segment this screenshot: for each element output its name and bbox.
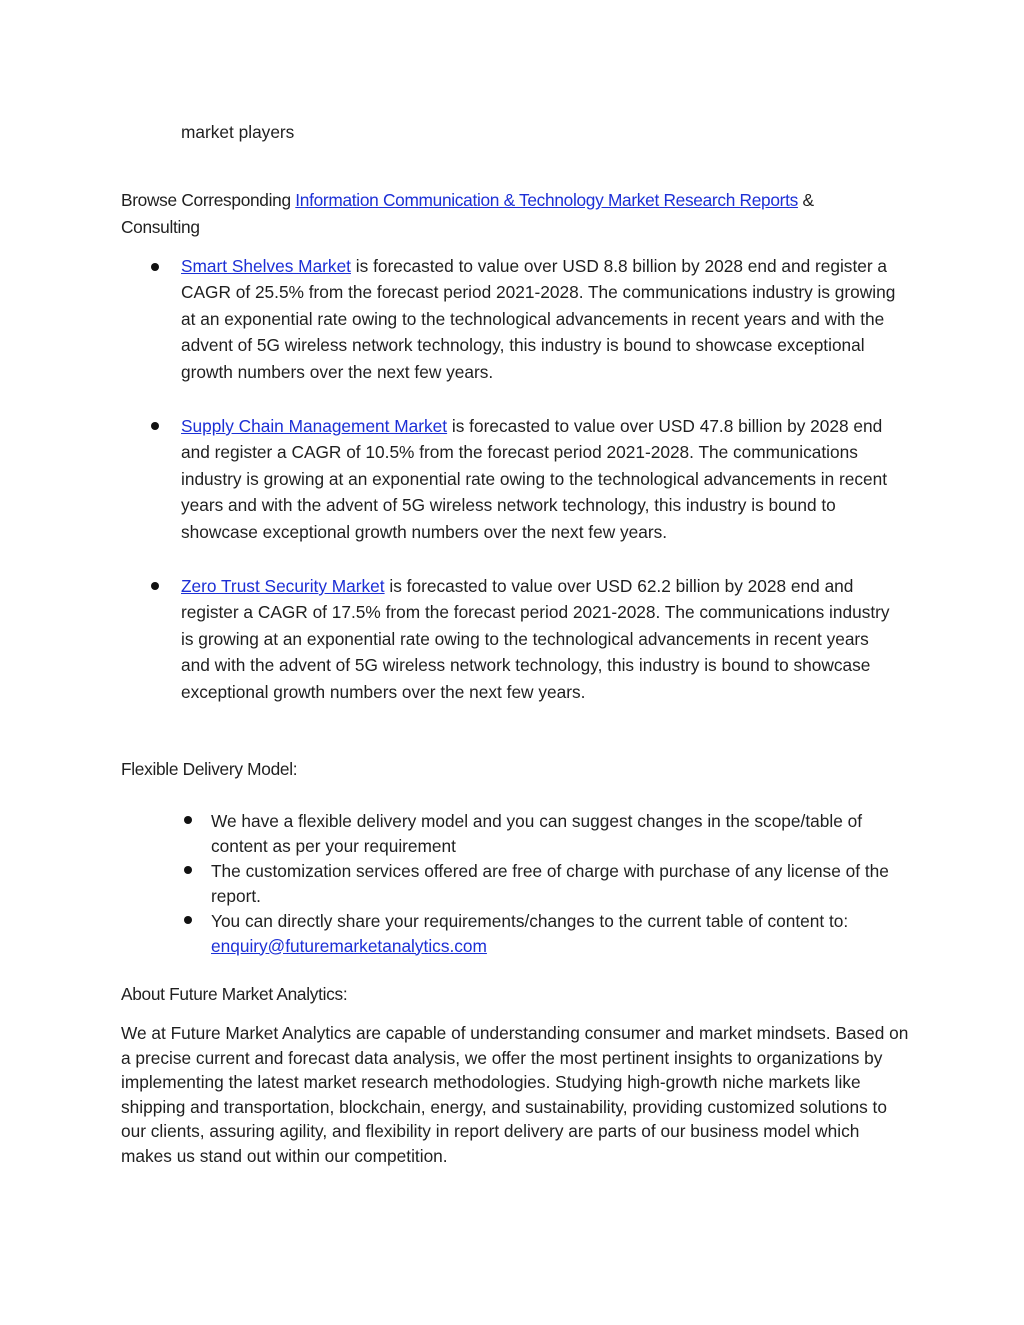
- bullet-icon: [151, 263, 159, 271]
- report-item-zero-trust: [181, 573, 893, 705]
- report-text: is forecasted to value over USD 8.8 billion by 2028 end and register a CAGR of 25.5% from the forecast period 2021-2028. The communications industry is growing at an exponential rate owing to the technological advancements in recent years and with the advent of 5G wireless network technology, this industry is bound to showcase exceptional growth numbers over the next few years.: [181, 256, 896, 382]
- about-body: We at Future Market Analytics are capable of understanding consumer and market mindsets. Based on a precise current and forecast data analysis, we offer the most pertinent insights to organizations by implementing the latest market research methodologies. Studying high-growth niche markets like shipping and transportation, blockchain, energy, and sustainability, providing customized solutions to our clients, assuring agility, and flexibility in report delivery are parts of our business model which makes us stand out within our competition.: [121, 1023, 909, 1166]
- flexible-item-3: [211, 909, 891, 958]
- report-item-smart-shelves: [181, 253, 906, 385]
- bullet-icon: [184, 816, 192, 824]
- intro-text: market players: [181, 122, 295, 142]
- email-link[interactable]: enquiry@futuremarketanalytics.com: [211, 935, 487, 956]
- smart-shelves-link[interactable]: Smart Shelves Market: [181, 256, 351, 276]
- flexible-heading: Flexible Delivery Model:: [121, 759, 298, 779]
- flexible-item-2: The customization services offered are free of charge with purchase of any license of the report.: [211, 861, 889, 906]
- bullet-icon: [184, 916, 192, 924]
- zero-trust-link[interactable]: Zero Trust Security Market: [181, 576, 385, 596]
- report-text: is forecasted to value over USD 47.8 billion by 2028 end and register a CAGR of 10.5% from the forecast period 2021-2028. The communications industry is growing at an exponential rate owing to the technological advancements in recent years and with the advent of 5G wireless network technology, this industry is bound to showcase exceptional growth numbers over the next few years.: [181, 416, 888, 542]
- supply-chain-link[interactable]: Supply Chain Management Market: [181, 416, 448, 436]
- bullet-icon: [151, 582, 159, 590]
- browse-prefix: Browse Corresponding: [121, 190, 296, 210]
- bullet-icon: [151, 422, 159, 430]
- flexible-item-3-text: You can directly share your requirements/changes to the current table of content to:: [211, 911, 849, 931]
- flexible-item-1: We have a flexible delivery model and you can suggest changes in the scope/table of content as per your requirement: [211, 811, 863, 856]
- browse-suffix: &: [797, 190, 814, 210]
- ict-reports-link[interactable]: Information Communication & Technology Market Research Reports: [295, 190, 798, 210]
- report-item-supply-chain: [181, 413, 906, 545]
- bullet-icon: [184, 866, 192, 874]
- report-text: is forecasted to value over USD 62.2 billion by 2028 end and register a CAGR of 17.5% from the forecast period 2021-2028. The communications industry is growing at an exponential rate owing to the technological advancements in recent years and with the advent of 5G wireless network technology, this industry is bound to showcase exceptional growth numbers over the next few years.: [181, 576, 890, 702]
- browse-heading: [121, 187, 881, 240]
- browse-line2: Consulting: [121, 216, 200, 237]
- about-heading: About Future Market Analytics:: [121, 984, 348, 1004]
